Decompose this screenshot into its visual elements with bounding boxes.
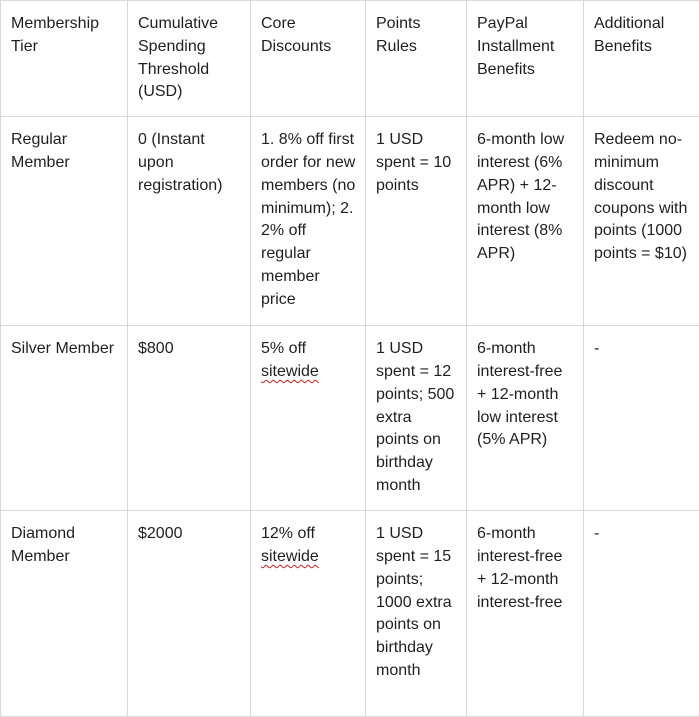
paypal-cell: 6-month interest-free + 12-month interest-free: [467, 511, 584, 717]
header-cell-additional: Additional Benefits: [584, 1, 699, 117]
discount-cell: [251, 326, 366, 511]
spellcheck-flagged-word[interactable]: sitewide: [261, 363, 319, 380]
header-cell-threshold: Cumulative Spending Threshold (USD): [128, 1, 251, 117]
threshold-cell: $2000: [128, 511, 251, 717]
table-row: [1, 326, 699, 511]
additional-cell: -: [584, 511, 699, 717]
tier-cell: Silver Member: [1, 326, 128, 511]
discount-text: 12% off: [261, 525, 315, 542]
spellcheck-flagged-word[interactable]: sitewide: [261, 548, 319, 565]
points-cell: 1 USD spent = 15 points; 1000 extra points on birthday month: [366, 511, 467, 717]
table-row: [1, 511, 699, 717]
additional-cell: Redeem no-minimum discount coupons with points (1000 points = $10): [584, 117, 699, 326]
points-cell: 1 USD spent = 10 points: [366, 117, 467, 326]
tier-cell: Regular Member: [1, 117, 128, 326]
threshold-cell: 0 (Instant upon registration): [128, 117, 251, 326]
paypal-cell: 6-month interest-free + 12-month low interest (5% APR): [467, 326, 584, 511]
discount-cell: [251, 511, 366, 717]
discount-cell: 1. 8% off first order for new members (no minimum); 2. 2% off regular member price: [251, 117, 366, 326]
additional-cell: -: [584, 326, 699, 511]
points-cell: 1 USD spent = 12 points; 500 extra points on birthday month: [366, 326, 467, 511]
header-cell-points: Points Rules: [366, 1, 467, 117]
header-cell-paypal: PayPal Installment Benefits: [467, 1, 584, 117]
table-row: [1, 117, 699, 326]
threshold-cell: $800: [128, 326, 251, 511]
header-cell-discounts: Core Discounts: [251, 1, 366, 117]
table-header-row: [1, 1, 699, 117]
discount-text: 5% off: [261, 340, 306, 357]
header-cell-tier: Membership Tier: [1, 1, 128, 117]
tier-cell: Diamond Member: [1, 511, 128, 717]
paypal-cell: 6-month low interest (6% APR) + 12-month low interest (8% APR): [467, 117, 584, 326]
